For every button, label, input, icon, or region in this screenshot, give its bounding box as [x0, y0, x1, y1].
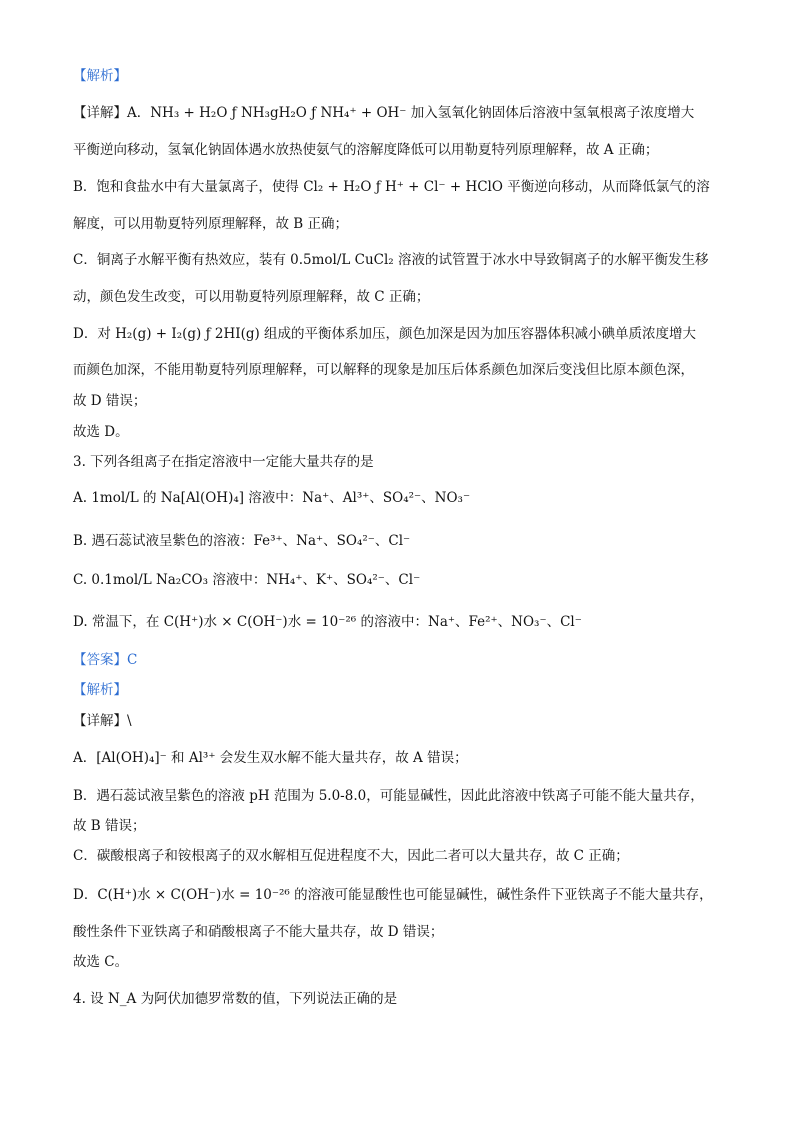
detail-b-line-2: 解度，可以用勒夏特列原理解释，故 B 正确；: [73, 216, 349, 232]
q3-detail-a: A．[Al(OH)₄]⁻ 和 Al³⁺ 会发生双水解不能大量共存，故 A 错误；: [73, 750, 468, 766]
detail-b-line-1: B．饱和食盐水中有大量氯离子，使得 Cl₂ + H₂O ƒ H⁺ + Cl⁻ + HClO 平衡逆向移动，从而降低氯气的溶: [73, 179, 710, 195]
q3-option-b: B. 遇石蕊试液呈紫色的溶液：Fe³⁺、Na⁺、SO₄²⁻、Cl⁻: [73, 533, 411, 549]
detail-d-line-3: 故 D 错误；: [73, 393, 147, 409]
answer-choice-c: 故选 C。: [73, 954, 129, 970]
detail-a-line-2: 平衡逆向移动，氢氧化钠固体遇水放热使氨气的溶解度降低可以用勒夏特列原理解释，故 A 正确；: [73, 142, 659, 158]
analysis-heading-1: 【解析】: [73, 68, 127, 84]
question-3-title: 3. 下列各组离子在指定溶液中一定能大量共存的是: [73, 454, 374, 470]
question-4-title: 4. 设 N_A 为阿伏加德罗常数的值，下列说法正确的是: [73, 991, 398, 1007]
detail-d-line-2: 而颜色加深，不能用勒夏特列原理解释，可以解释的现象是加压后体系颜色加深后变浅但比原本颜色深，: [73, 362, 694, 378]
q3-detail-d-line-1: D．C(H⁺)水 × C(OH⁻)水 = 10⁻²⁶ 的溶液可能显酸性也可能显碱性，碱性条件下亚铁离子不能大量共存，: [73, 887, 713, 903]
detail-c-line-2: 动，颜色发生改变，可以用勒夏特列原理解释，故 C 正确；: [73, 289, 430, 305]
detail-c-line-1: C．铜离子水解平衡有热效应，装有 0.5mol/L CuCl₂ 溶液的试管置于冰水中导致铜离子的水解平衡发生移: [73, 252, 709, 268]
q3-detail-b-line-1: B．遇石蕊试液呈紫色的溶液 pH 范围为 5.0-8.0，可能显碱性，因此此溶液中铁离子可能不能大量共存，: [73, 788, 704, 804]
answer-label: 【答案】C: [73, 652, 138, 668]
detail-d-line-1: D．对 H₂(g) + I₂(g) ƒ 2HI(g) 组成的平衡体系加压，颜色加深是因为加压容器体积减小碘单质浓度增大: [73, 326, 697, 342]
q3-option-d: D. 常温下，在 C(H⁺)水 × C(OH⁻)水 = 10⁻²⁶ 的溶液中：Na⁺、Fe²⁺、NO₃⁻、Cl⁻: [73, 614, 582, 630]
detail-heading: 【详解】\: [73, 713, 132, 729]
q3-detail-b-line-2: 故 B 错误；: [73, 818, 146, 834]
q3-detail-d-line-2: 酸性条件下亚铁离子和硝酸根离子不能大量共存，故 D 错误；: [73, 924, 444, 940]
q3-detail-c: C．碳酸根离子和铵根离子的双水解相互促进程度不大，因此二者可以大量共存，故 C 正确；: [73, 848, 629, 864]
detail-a-line-1: 【详解】A．NH₃ + H₂O ƒ NH₃gH₂O ƒ NH₄⁺ + OH⁻ 加入氢氧化钠固体后溶液中氢氧根离子浓度增大: [73, 105, 695, 121]
answer-choice-d: 故选 D。: [73, 424, 129, 440]
q3-option-a: A. 1mol/L 的 Na[Al(OH)₄] 溶液中：Na⁺、Al³⁺、SO₄²⁻、NO₃⁻: [73, 490, 471, 506]
q3-option-c: C. 0.1mol/L Na₂CO₃ 溶液中：NH₄⁺、K⁺、SO₄²⁻、Cl⁻: [73, 572, 421, 588]
analysis-heading-2: 【解析】: [73, 682, 127, 698]
